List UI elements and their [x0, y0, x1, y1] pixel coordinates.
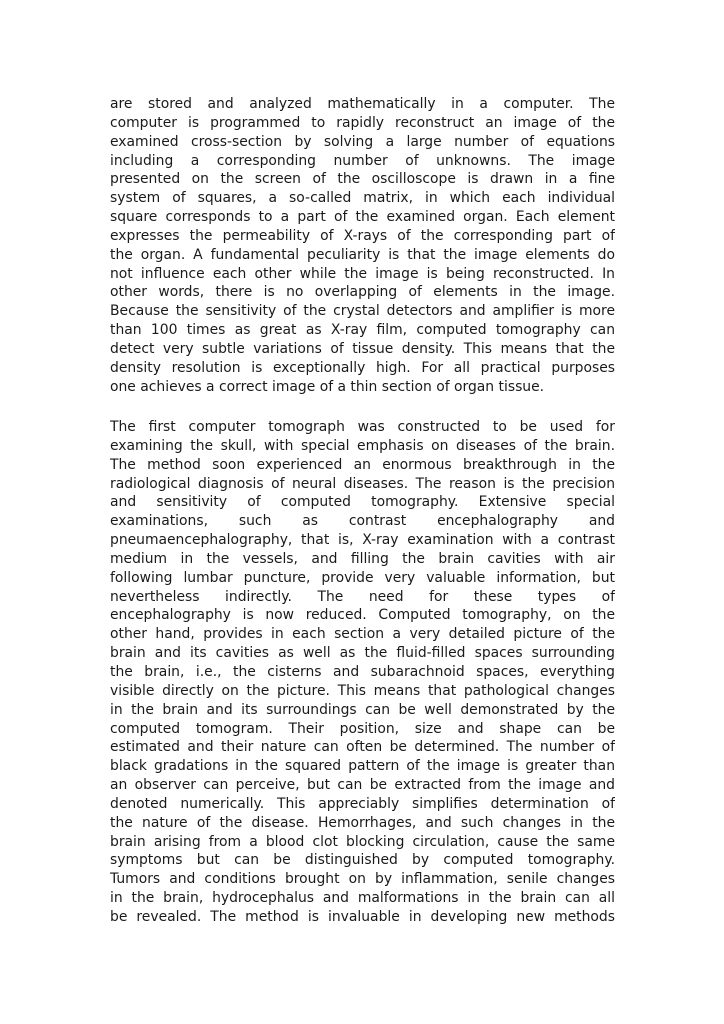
text-line: the nature of the disease. Hemorrhages, and such changes in the [110, 814, 615, 831]
text-line: denoted numerically. This appreciably simplifies determination of [110, 795, 615, 812]
text-line: brain and its cavities as well as the fluid-filled spaces surrounding [110, 645, 615, 662]
paragraph-2 [110, 418, 615, 927]
paragraph-1 [110, 95, 615, 397]
text-line: system of squares, a so-called matrix, in which each individual [110, 190, 615, 207]
text-line: examined cross-section by solving a large number of equations [110, 133, 615, 150]
text-line: medium in the vessels, and filling the brain cavities with air [110, 550, 615, 567]
text-line: other hand, provides in each section a very detailed picture of the [110, 626, 615, 643]
text-line: examining the skull, with special emphasis on diseases of the brain. [110, 437, 615, 454]
text-line: computer is programmed to rapidly reconstruct an image of the [110, 114, 615, 131]
text-line: pneumaencephalography, that is, X-ray examination with a contrast [110, 532, 615, 549]
text-line: and sensitivity of computed tomography. Extensive special [110, 494, 615, 511]
text-line: are stored and analyzed mathematically in a computer. The [110, 96, 615, 112]
text-line: radiological diagnosis of neural diseases. The reason is the precision [110, 475, 615, 492]
text-line: The first computer tomograph was constructed to be used for [110, 419, 615, 435]
text-line: density resolution is exceptionally high. For all practical purposes [110, 359, 615, 376]
text-line: in the brain, hydrocephalus and malformations in the brain can all [110, 890, 615, 907]
text-line: nevertheless indirectly. The need for these types of [110, 588, 615, 605]
text-line: encephalography is now reduced. Computed tomography, on the [110, 607, 615, 624]
text-line: the brain, i.e., the cisterns and subarachnoid spaces, everything [110, 663, 615, 680]
text-line: detect very subtle variations of tissue density. This means that the [110, 340, 615, 357]
text-line: visible directly on the picture. This means that pathological changes [110, 682, 615, 699]
text-line: following lumbar puncture, provide very valuable information, but [110, 569, 615, 586]
text-line: expresses the permeability of X-rays of the corresponding part of [110, 227, 615, 244]
text-line: The method soon experienced an enormous breakthrough in the [110, 456, 615, 473]
text-line: estimated and their nature can often be determined. The number of [110, 739, 615, 756]
text-line: in the brain and its surroundings can be well demonstrated by the [110, 701, 615, 718]
text-line: other words, there is no overlapping of elements in the image. [110, 284, 615, 301]
text-line: the organ. A fundamental peculiarity is that the image elements do [110, 246, 615, 263]
text-line: be revealed. The method is invaluable in developing new methods [110, 908, 615, 925]
text-line: Because the sensitivity of the crystal detectors and amplifier is more [110, 303, 615, 320]
text-line: computed tomogram. Their position, size and shape can be [110, 720, 615, 737]
text-line: brain arising from a blood clot blocking circulation, cause the same [110, 833, 615, 850]
text-line: one achieves a correct image of a thin section of organ tissue. [110, 378, 545, 395]
text-line: than 100 times as great as X-ray film, computed tomography can [110, 322, 615, 339]
text-line: an observer can perceive, but can be extracted from the image and [110, 777, 615, 794]
text-line: Tumors and conditions brought on by inflammation, senile changes [110, 871, 615, 888]
text-line: black gradations in the squared pattern of the image is greater than [110, 758, 615, 775]
text-line: examinations, such as contrast encephalography and [110, 513, 615, 530]
text-line: presented on the screen of the oscilloscope is drawn in a fine [110, 171, 615, 188]
text-line: square corresponds to a part of the examined organ. Each element [110, 209, 615, 226]
text-line: symptoms but can be distinguished by computed tomography. [110, 852, 615, 869]
text-line: not influence each other while the image is being reconstructed. In [110, 265, 615, 282]
text-line: including a corresponding number of unknowns. The image [110, 152, 615, 169]
